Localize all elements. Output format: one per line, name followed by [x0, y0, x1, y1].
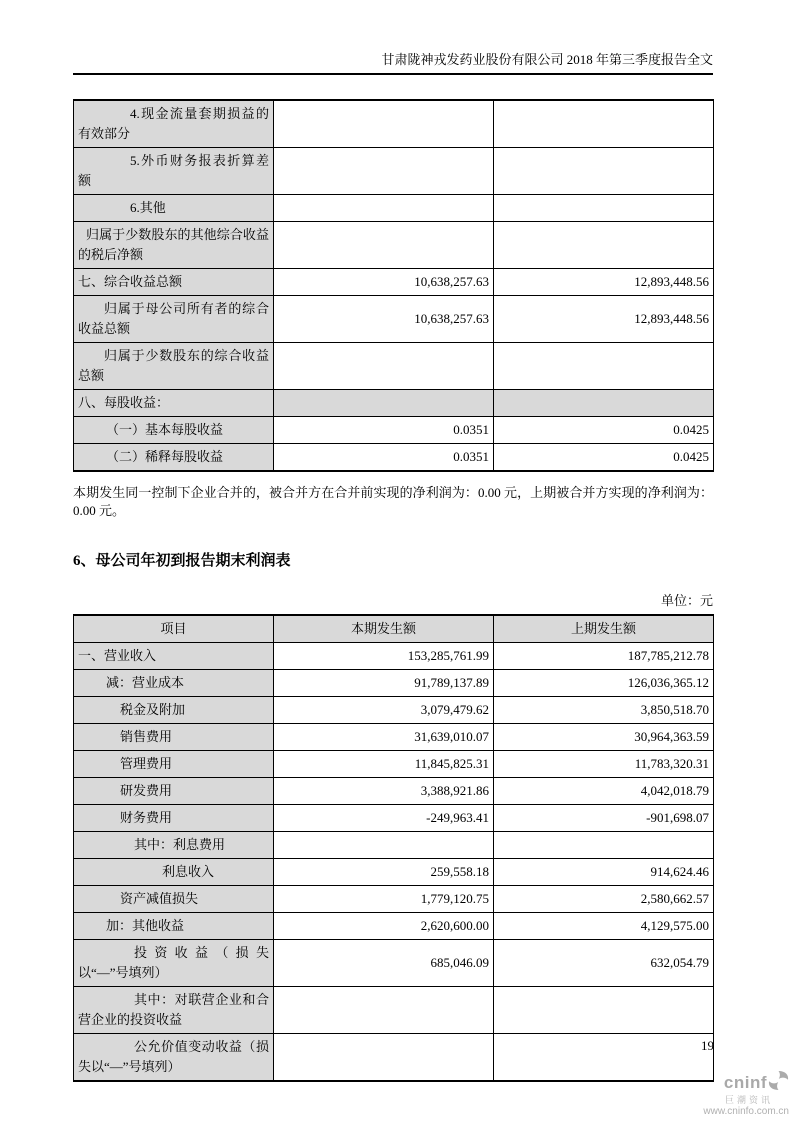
current-period-cell [274, 343, 494, 390]
prior-period-cell [494, 100, 714, 148]
current-period-cell: 259,558.18 [274, 859, 494, 886]
cninfo-logo-subtitle: 巨潮资讯 [724, 1095, 773, 1105]
prior-period-cell: 914,624.46 [494, 859, 714, 886]
current-period-cell: 10,638,257.63 [274, 269, 494, 296]
prior-period-cell [494, 390, 714, 417]
current-period-cell: 0.0351 [274, 417, 494, 444]
table-row [74, 670, 714, 697]
prior-period-cell: 11,783,320.31 [494, 751, 714, 778]
table-row [74, 987, 714, 1034]
label-cell: 财务费用 [74, 805, 274, 832]
label-cell: 八、每股收益： [74, 390, 274, 417]
prior-period-cell: 187,785,212.78 [494, 643, 714, 670]
label-cell: 归属于少数股东的综合收益总额 [74, 343, 274, 390]
table-row [74, 100, 714, 148]
prior-period-cell: 4,042,018.79 [494, 778, 714, 805]
current-period-cell [274, 195, 494, 222]
column-header-prior: 上期发生额 [494, 615, 714, 643]
label-cell: 销售费用 [74, 724, 274, 751]
current-period-cell [274, 100, 494, 148]
cninfo-logo-url: www.cninfo.com.cn [703, 1106, 789, 1117]
table-row [74, 195, 714, 222]
table-row [74, 1034, 714, 1082]
merger-note: 本期发生同一控制下企业合并的，被合并方在合并前实现的净利润为：0.00 元，上期被合并方实现的净利润为：0.00 元。 [73, 485, 713, 518]
label-cell: 其中：对联营企业和合营企业的投资收益 [74, 987, 274, 1034]
table-row [74, 805, 714, 832]
current-period-cell: -249,963.41 [274, 805, 494, 832]
table-row [74, 148, 714, 195]
prior-period-cell: -901,698.07 [494, 805, 714, 832]
label-cell: 4.现金流量套期损益的有效部分 [74, 100, 274, 148]
label-cell: （二）稀释每股收益 [74, 444, 274, 472]
label-cell: 减：营业成本 [74, 670, 274, 697]
prior-period-cell [494, 148, 714, 195]
table-row [74, 343, 714, 390]
prior-period-cell: 12,893,448.56 [494, 269, 714, 296]
current-period-cell [274, 987, 494, 1034]
cninfo-swirl-icon [768, 1071, 789, 1095]
table-row [74, 296, 714, 343]
current-period-cell: 10,638,257.63 [274, 296, 494, 343]
table-row [74, 390, 714, 417]
label-cell: 七、综合收益总额 [74, 269, 274, 296]
table-row [74, 886, 714, 913]
prior-period-cell [494, 1034, 714, 1082]
table-row [74, 269, 714, 296]
current-period-cell: 3,388,921.86 [274, 778, 494, 805]
current-period-cell: 2,620,600.00 [274, 913, 494, 940]
table-row [74, 940, 714, 987]
label-cell: 投资收益（损失以“—”号填列） [74, 940, 274, 987]
current-period-cell [274, 832, 494, 859]
label-cell: 归属于少数股东的其他综合收益的税后净额 [74, 222, 274, 269]
prior-period-cell: 126,036,365.12 [494, 670, 714, 697]
unit-label: 单位：元 [660, 593, 713, 608]
table-row [74, 751, 714, 778]
table-header-row [74, 615, 714, 643]
label-cell: 研发费用 [74, 778, 274, 805]
prior-period-cell [494, 343, 714, 390]
label-cell: 利息收入 [74, 859, 274, 886]
table-row [74, 778, 714, 805]
label-cell: 税金及附加 [74, 697, 274, 724]
prior-period-cell: 632,054.79 [494, 940, 714, 987]
label-cell: 公允价值变动收益（损失以“—”号填列） [74, 1034, 274, 1082]
current-period-cell: 11,845,825.31 [274, 751, 494, 778]
prior-period-cell [494, 222, 714, 269]
current-period-cell: 31,639,010.07 [274, 724, 494, 751]
current-period-cell [274, 148, 494, 195]
current-period-cell [274, 390, 494, 417]
column-header-current: 本期发生额 [274, 615, 494, 643]
table-row [74, 724, 714, 751]
label-cell: 其中：利息费用 [74, 832, 274, 859]
parent-company-profit-table [73, 614, 714, 1082]
prior-period-cell: 30,964,363.59 [494, 724, 714, 751]
current-period-cell [274, 222, 494, 269]
prior-period-cell: 2,580,662.57 [494, 886, 714, 913]
label-cell: 资产减值损失 [74, 886, 274, 913]
table-row [74, 643, 714, 670]
label-cell: 6.其他 [74, 195, 274, 222]
prior-period-cell [494, 195, 714, 222]
table-row [74, 697, 714, 724]
label-cell: 一、营业收入 [74, 643, 274, 670]
table-row [74, 417, 714, 444]
table-row [74, 222, 714, 269]
table-row [74, 444, 714, 472]
comprehensive-income-table [73, 99, 714, 472]
prior-period-cell: 0.0425 [494, 417, 714, 444]
current-period-cell: 3,079,479.62 [274, 697, 494, 724]
column-header-item: 项目 [74, 615, 274, 643]
prior-period-cell: 4,129,575.00 [494, 913, 714, 940]
prior-period-cell: 12,893,448.56 [494, 296, 714, 343]
current-period-cell: 153,285,761.99 [274, 643, 494, 670]
cninfo-logo-text: cninf [723, 1073, 767, 1092]
page-number: 19 [701, 1038, 714, 1053]
prior-period-cell: 3,850,518.70 [494, 697, 714, 724]
label-cell: 5.外币财务报表折算差额 [74, 148, 274, 195]
current-period-cell: 685,046.09 [274, 940, 494, 987]
current-period-cell: 0.0351 [274, 444, 494, 472]
table-row [74, 859, 714, 886]
header-title: 甘肃陇神戎发药业股份有限公司 2018 年第三季度报告全文 [73, 0, 713, 75]
current-period-cell [274, 1034, 494, 1082]
prior-period-cell: 0.0425 [494, 444, 714, 472]
table-row [74, 832, 714, 859]
prior-period-cell [494, 987, 714, 1034]
table-row [74, 913, 714, 940]
current-period-cell: 91,789,137.89 [274, 670, 494, 697]
prior-period-cell [494, 832, 714, 859]
current-period-cell: 1,779,120.75 [274, 886, 494, 913]
label-cell: （一）基本每股收益 [74, 417, 274, 444]
cninfo-logo [703, 1071, 789, 1117]
label-cell: 加：其他收益 [74, 913, 274, 940]
section-heading: 6、母公司年初到报告期末利润表 [73, 553, 291, 569]
label-cell: 归属于母公司所有者的综合收益总额 [74, 296, 274, 343]
label-cell: 管理费用 [74, 751, 274, 778]
